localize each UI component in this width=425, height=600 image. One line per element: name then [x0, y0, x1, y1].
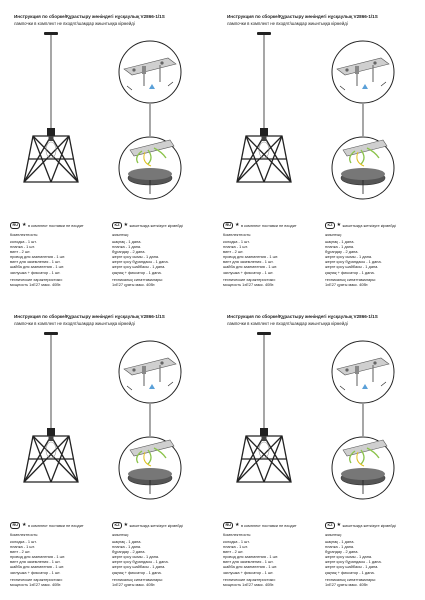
- contents-list-kz: [325, 532, 421, 587]
- legend-text-kz: жиынтыққа жеткізуге кірмейді: [342, 222, 396, 228]
- list-item: жерге қосу шайбасы - 1 дана.: [325, 564, 379, 570]
- pendant-lamp-illustration: [233, 32, 295, 192]
- specs-kz: 1хE27 қуаты макс. 40Вт.: [112, 581, 156, 587]
- contents-list-kz: [112, 532, 208, 587]
- legend-kz: [112, 521, 183, 529]
- list-item: жерге қосу бұрандасы - 1 дана.: [325, 259, 382, 265]
- mounting-plate-diagram: [119, 41, 181, 103]
- specs-heading-kz: техникалық сипаттамалары:: [112, 276, 164, 282]
- specs-heading-ru: технические характеристики:: [10, 276, 63, 282]
- contents-list-kz: [112, 232, 208, 287]
- list-item: винт для заземления - 1 шт.: [223, 259, 274, 265]
- list-item: қақпақ + фиксатор - 1 дана.: [325, 569, 375, 575]
- sheet-subtitle: лампочки в комплект не входят/шамдар жиынтыққа кірмейді: [227, 321, 348, 326]
- pendant-lamp-illustration: [233, 332, 295, 492]
- instruction-sheet: [0, 0, 212, 300]
- contents-list-ru: [10, 232, 106, 287]
- list-item: жерге қосу бұрандасы - 1 дана.: [112, 559, 169, 565]
- language-badge-kz: KZ: [112, 222, 122, 229]
- list-item: заглушка + фиксатор - 1 шт.: [223, 569, 274, 575]
- language-badge-ru: RU: [223, 222, 233, 229]
- list-item: планка - 1 шт.: [223, 544, 248, 550]
- specs-kz: 1хE27 қуаты макс. 40Вт.: [112, 281, 156, 287]
- list-item: провод для заземления - 1 шт.: [223, 254, 279, 260]
- legend-text-ru: в комплект поставки не входит: [27, 222, 84, 228]
- legend-text-kz: жиынтыққа жеткізуге кірмейді: [129, 522, 183, 528]
- list-item: жерге қосу шайбасы - 1 дана.: [112, 564, 166, 570]
- list-item: винт для заземления - 1 шт.: [10, 559, 61, 565]
- list-item: винт - 2 шт.: [223, 249, 244, 255]
- list-item: бұрандау - 2 дана.: [112, 249, 146, 255]
- sheet-subtitle: лампочки в комплект не входят/шамдар жиынтыққа кірмейді: [227, 21, 348, 26]
- list-item: колодка - 1 шт.: [223, 239, 250, 245]
- specs-heading-ru: технические характеристики:: [10, 576, 63, 582]
- legend-text-ru: в комплект поставки не входит: [27, 522, 84, 528]
- list-item: жерге қосу сымы - 1 дана.: [112, 254, 160, 260]
- list-item: планка - 1 дана.: [325, 244, 355, 250]
- list-item: шақпақ - 1 дана.: [325, 539, 355, 545]
- mounting-plate-diagram: [332, 341, 394, 403]
- list-item: жерге қосу бұрандасы - 1 дана.: [112, 259, 169, 265]
- list-item: қақпақ + фиксатор - 1 дана.: [112, 569, 162, 575]
- contents-heading-ru: Комплектность:: [223, 232, 252, 237]
- contents-heading-kz: жиынтық:: [112, 232, 130, 237]
- star-icon: ★: [336, 221, 342, 228]
- star-icon: ★: [21, 521, 27, 528]
- canopy-wiring-diagram: [332, 137, 394, 199]
- list-item: винт для заземления - 1 шт.: [10, 259, 61, 265]
- legend-ru: [10, 521, 84, 529]
- contents-list-kz: [325, 232, 421, 287]
- sheet-title: Инструкция по сборке/Құрастыру жөніндегі нұсқаулық V2866-1/1S: [227, 314, 378, 319]
- contents-list-ru: [10, 532, 106, 587]
- star-icon: ★: [234, 221, 240, 228]
- list-item: қақпақ + фиксатор - 1 дана.: [325, 269, 375, 275]
- list-item: планка - 1 дана.: [112, 244, 142, 250]
- list-item: жерге қосу шайбасы - 1 дана.: [325, 264, 379, 270]
- specs-heading-ru: технические характеристики:: [223, 576, 276, 582]
- star-icon: ★: [123, 221, 129, 228]
- legend-text-kz: жиынтыққа жеткізуге кірмейді: [342, 522, 396, 528]
- instruction-sheet: [0, 300, 212, 600]
- list-item: шақпақ - 1 дана.: [325, 239, 355, 245]
- list-item: бұрандау - 2 дана.: [325, 249, 359, 255]
- pendant-lamp-illustration: [20, 32, 82, 192]
- specs-kz: 1хE27 қуаты макс. 40Вт.: [325, 581, 369, 587]
- instruction-sheet: [213, 300, 425, 600]
- legend-ru: [10, 221, 84, 229]
- list-item: колодка - 1 шт.: [10, 239, 37, 245]
- sheet-subtitle: лампочки в комплект не входят/шамдар жиынтыққа кірмейді: [14, 321, 135, 326]
- list-item: жерге қосу шайбасы - 1 дана.: [112, 264, 166, 270]
- list-item: винт - 2 шт.: [10, 249, 31, 255]
- sheet-subtitle: лампочки в комплект не входят/шамдар жиынтыққа кірмейді: [14, 21, 135, 26]
- specs-heading-kz: техникалық сипаттамалары:: [325, 576, 377, 582]
- legend-ru: [223, 521, 297, 529]
- list-item: планка - 1 шт.: [10, 244, 35, 250]
- pendant-lamp-illustration: [20, 332, 82, 492]
- assembly-diagram: [112, 40, 188, 210]
- legend-text-kz: жиынтыққа жеткізуге кірмейді: [129, 222, 183, 228]
- contents-list-ru: [223, 232, 319, 287]
- list-item: винт для заземления - 1 шт.: [223, 559, 274, 565]
- canopy-wiring-diagram: [119, 437, 181, 499]
- specs-ru: мощность 1хE27 макс. 40Вт.: [223, 281, 275, 287]
- legend-text-ru: в комплект поставки не входит: [240, 222, 297, 228]
- legend-kz: [325, 221, 396, 229]
- list-item: провод для заземления - 1 шт.: [10, 254, 66, 260]
- list-item: планка - 1 шт.: [223, 244, 248, 250]
- contents-list-ru: [223, 532, 319, 587]
- list-item: заглушка + фиксатор - 1 шт.: [10, 569, 61, 575]
- list-item: шақпақ - 1 дана.: [112, 539, 142, 545]
- contents-heading-kz: жиынтық:: [325, 532, 343, 537]
- list-item: шайба для заземления - 1 шт.: [223, 564, 278, 570]
- list-item: жерге қосу сымы - 1 дана.: [325, 554, 373, 560]
- canopy-wiring-diagram: [119, 137, 181, 199]
- star-icon: ★: [234, 521, 240, 528]
- star-icon: ★: [21, 221, 27, 228]
- canopy-wiring-diagram: [332, 437, 394, 499]
- language-badge-kz: KZ: [112, 522, 122, 529]
- list-item: провод для заземления - 1 шт.: [223, 554, 279, 560]
- list-item: заглушка + фиксатор - 1 шт.: [223, 269, 274, 275]
- assembly-diagram: [112, 340, 188, 510]
- language-badge-kz: KZ: [325, 222, 335, 229]
- list-item: винт - 2 шт.: [223, 549, 244, 555]
- contents-heading-ru: Комплектность:: [10, 532, 39, 537]
- language-badge-kz: KZ: [325, 522, 335, 529]
- list-item: планка - 1 шт.: [10, 544, 35, 550]
- list-item: заглушка + фиксатор - 1 шт.: [10, 269, 61, 275]
- contents-heading-ru: Комплектность:: [223, 532, 252, 537]
- list-item: бұрандау - 2 дана.: [325, 549, 359, 555]
- language-badge-ru: RU: [10, 222, 20, 229]
- legend-kz: [325, 521, 396, 529]
- list-item: шақпақ - 1 дана.: [112, 239, 142, 245]
- specs-ru: мощность 1хE27 макс. 40Вт.: [223, 581, 275, 587]
- specs-heading-ru: технические характеристики:: [223, 276, 276, 282]
- specs-ru: мощность 1хE27 макс. 40Вт.: [10, 281, 62, 287]
- contents-heading-ru: Комплектность:: [10, 232, 39, 237]
- star-icon: ★: [123, 521, 129, 528]
- list-item: колодка - 1 шт.: [223, 539, 250, 545]
- list-item: жерге қосу сымы - 1 дана.: [325, 254, 373, 260]
- list-item: провод для заземления - 1 шт.: [10, 554, 66, 560]
- specs-kz: 1хE27 қуаты макс. 40Вт.: [325, 281, 369, 287]
- specs-heading-kz: техникалық сипаттамалары:: [325, 276, 377, 282]
- contents-heading-kz: жиынтық:: [112, 532, 130, 537]
- list-item: жерге қосу бұрандасы - 1 дана.: [325, 559, 382, 565]
- list-item: планка - 1 дана.: [112, 544, 142, 550]
- instruction-sheet: [213, 0, 425, 300]
- list-item: жерге қосу сымы - 1 дана.: [112, 554, 160, 560]
- contents-heading-kz: жиынтық:: [325, 232, 343, 237]
- assembly-diagram: [325, 340, 401, 510]
- mounting-plate-diagram: [119, 341, 181, 403]
- mounting-plate-diagram: [332, 41, 394, 103]
- legend-kz: [112, 221, 183, 229]
- list-item: колодка - 1 шт.: [10, 539, 37, 545]
- sheet-title: Инструкция по сборке/Құрастыру жөніндегі нұсқаулық V2866-1/1S: [14, 314, 165, 319]
- list-item: шайба для заземления - 1 шт.: [10, 564, 65, 570]
- legend-ru: [223, 221, 297, 229]
- list-item: планка - 1 дана.: [325, 544, 355, 550]
- specs-heading-kz: техникалық сипаттамалары:: [112, 576, 164, 582]
- sheet-title: Инструкция по сборке/Құрастыру жөніндегі нұсқаулық V2866-1/1S: [14, 14, 165, 19]
- list-item: винт - 2 шт.: [10, 549, 31, 555]
- list-item: шайба для заземления - 1 шт.: [10, 264, 65, 270]
- legend-text-ru: в комплект поставки не входит: [240, 522, 297, 528]
- sheet-title: Инструкция по сборке/Құрастыру жөніндегі нұсқаулық V2866-1/1S: [227, 14, 378, 19]
- list-item: бұрандау - 2 дана.: [112, 549, 146, 555]
- list-item: қақпақ + фиксатор - 1 дана.: [112, 269, 162, 275]
- assembly-diagram: [325, 40, 401, 210]
- language-badge-ru: RU: [10, 522, 20, 529]
- list-item: шайба для заземления - 1 шт.: [223, 264, 278, 270]
- star-icon: ★: [336, 521, 342, 528]
- language-badge-ru: RU: [223, 522, 233, 529]
- specs-ru: мощность 1хE27 макс. 40Вт.: [10, 581, 62, 587]
